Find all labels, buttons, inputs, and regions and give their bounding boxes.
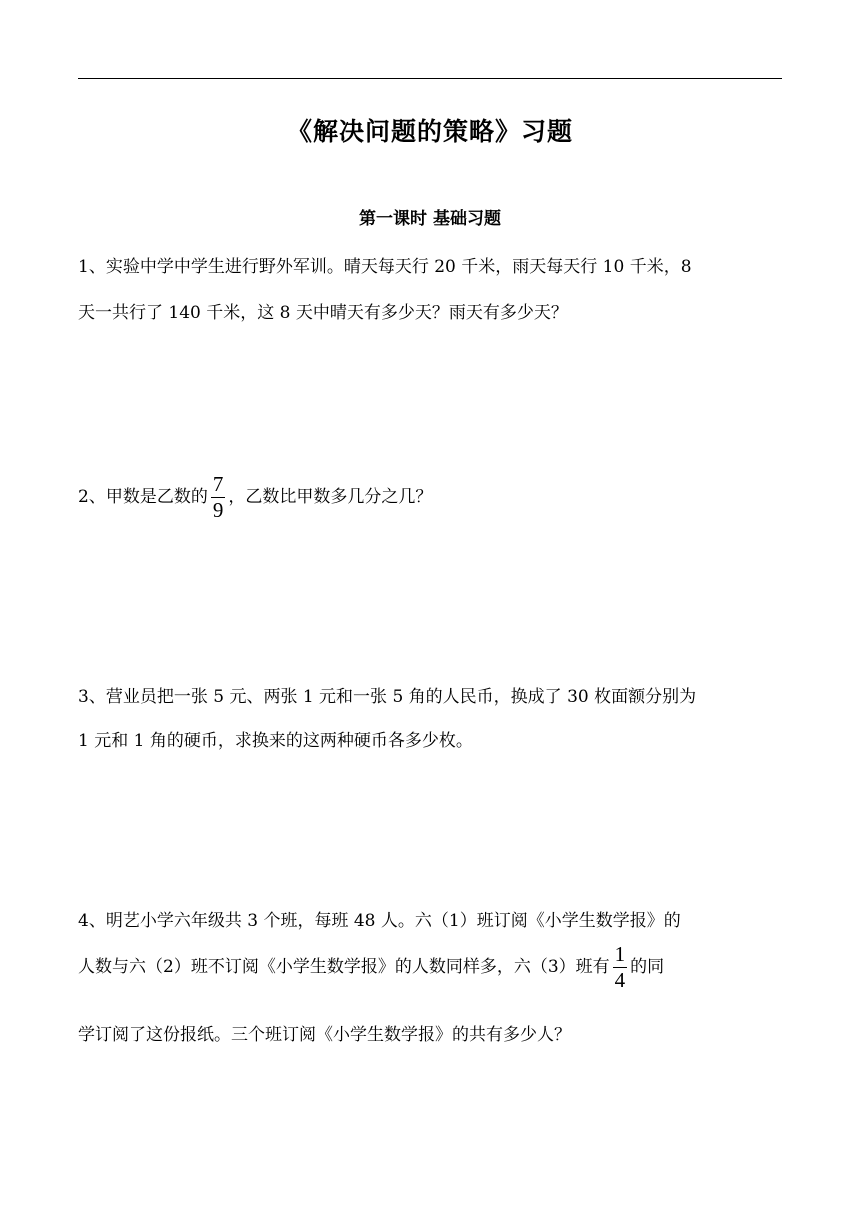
question-4-line-2 bbox=[78, 944, 788, 991]
fraction-denominator: 9 bbox=[212, 498, 224, 522]
question-3-line-1: 3、营业员把一张 5 元、两张 1 元和一张 5 角的人民币，换成了 30 枚面额分别为 bbox=[78, 687, 697, 707]
question-3-line-2: 1 元和 1 角的硬币，求换来的这两种硬币各多少枚。 bbox=[78, 731, 473, 751]
fraction-denominator: 4 bbox=[614, 968, 626, 992]
question-2-fraction bbox=[211, 474, 226, 521]
question-2 bbox=[78, 474, 788, 521]
question-1-line-1: 1、实验中学中学生进行野外军训。晴天每天行 20 千米，雨天每天行 10 千米，8 bbox=[78, 257, 692, 277]
question-2-text-before: 2、甲数是乙数的 bbox=[78, 487, 208, 507]
question-4-fraction bbox=[613, 944, 628, 991]
fraction-numerator: 7 bbox=[212, 472, 224, 496]
question-4-line-3: 学订阅了这份报纸。三个班订阅《小学生数学报》的共有多少人？ bbox=[78, 1025, 571, 1045]
question-4-line-1: 4、明艺小学六年级共 3 个班，每班 48 人。六（1）班订阅《小学生数学报》的 bbox=[78, 911, 681, 931]
question-2-text-after: ，乙数比甲数多几分之几？ bbox=[228, 487, 433, 507]
fraction-numerator: 1 bbox=[614, 942, 626, 966]
section-subtitle: 第一课时 基础习题 bbox=[359, 209, 501, 229]
question-1-line-2: 天一共行了 140 千米，这 8 天中晴天有多少天？雨天有多少天？ bbox=[78, 303, 568, 323]
header-rule bbox=[78, 78, 782, 79]
question-4-text-after: 的同 bbox=[630, 957, 665, 977]
question-4-text-before: 人数与六（2）班不订阅《小学生数学报》的人数同样多，六（3）班有 bbox=[78, 957, 610, 977]
page-title: 《解决问题的策略》习题 bbox=[286, 117, 573, 146]
